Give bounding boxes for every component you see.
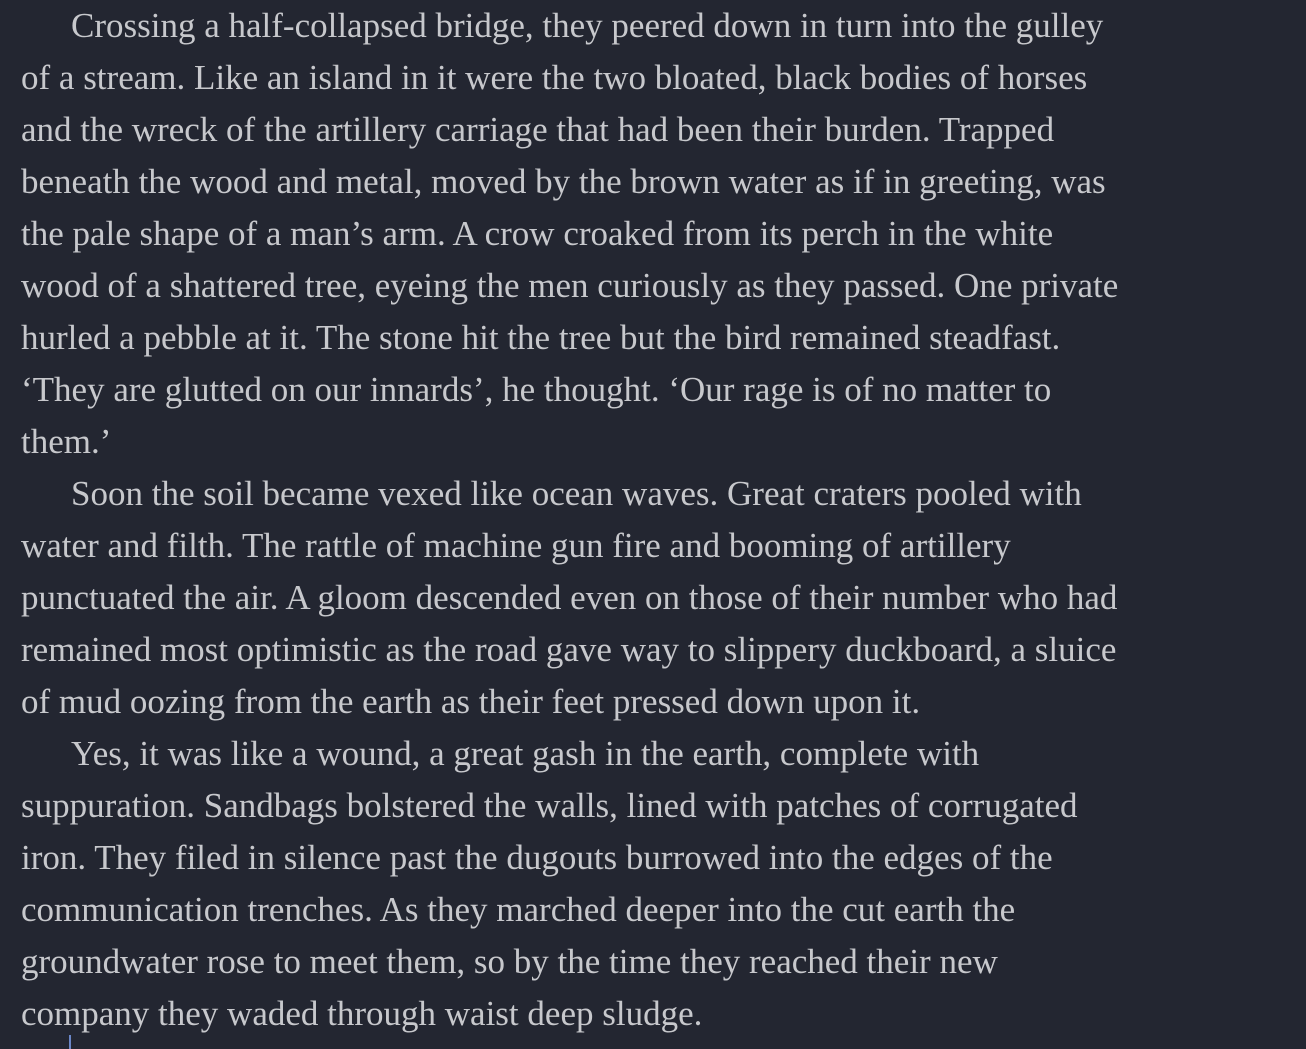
paragraph-1-line-3: and the wreck of the artillery carriage that had been their burden. Trapped	[21, 110, 1055, 149]
paragraph-1-line-5: the pale shape of a man’s arm. A crow croaked from its perch in the white	[21, 214, 1054, 253]
paragraph-1-line-2: of a stream. Like an island in it were the two bloated, black bodies of horses	[21, 58, 1088, 97]
paragraph-1-line-9: them.’	[21, 422, 112, 461]
paragraph-1-line-8: ‘They are glutted on our innards’, he thought. ‘Our rage is of no matter to	[21, 370, 1052, 409]
paragraph-2-line-5: of mud oozing from the earth as their feet pressed down upon it.	[21, 682, 921, 721]
paragraph-3-line-6: company they waded through waist deep sludge.	[21, 994, 703, 1033]
paragraph-2-line-4: remained most optimistic as the road gave way to slippery duckboard, a sluice	[21, 630, 1117, 669]
paragraph-1-line-4: beneath the wood and metal, moved by the brown water as if in greeting, was	[21, 162, 1106, 201]
paragraph-2-line-2: water and filth. The rattle of machine gun fire and booming of artillery	[21, 526, 1011, 565]
paragraph-2-line-3: punctuated the air. A gloom descended even on those of their number who had	[21, 578, 1118, 617]
paragraph-3-line-3: iron. They filed in silence past the dugouts burrowed into the edges of the	[21, 838, 1053, 877]
paragraph-3-line-4: communication trenches. As they marched deeper into the cut earth the	[21, 890, 1016, 929]
paragraph-3-line-2: suppuration. Sandbags bolstered the walls, lined with patches of corrugated	[21, 786, 1078, 825]
paragraph-2-line-1: Soon the soil became vexed like ocean waves. Great craters pooled with	[71, 474, 1082, 513]
text-cursor	[69, 1035, 71, 1049]
paragraph-1-line-1: Crossing a half-collapsed bridge, they peered down in turn into the gulley	[71, 6, 1104, 45]
paragraph-1-line-6: wood of a shattered tree, eyeing the men curiously as they passed. One private	[21, 266, 1119, 305]
paragraph-3-line-1: Yes, it was like a wound, a great gash in the earth, complete with	[71, 734, 980, 773]
paragraph-1-line-7: hurled a pebble at it. The stone hit the tree but the bird remained steadfast.	[21, 318, 1061, 357]
paragraph-3-line-5: groundwater rose to meet them, so by the time they reached their new	[21, 942, 998, 981]
